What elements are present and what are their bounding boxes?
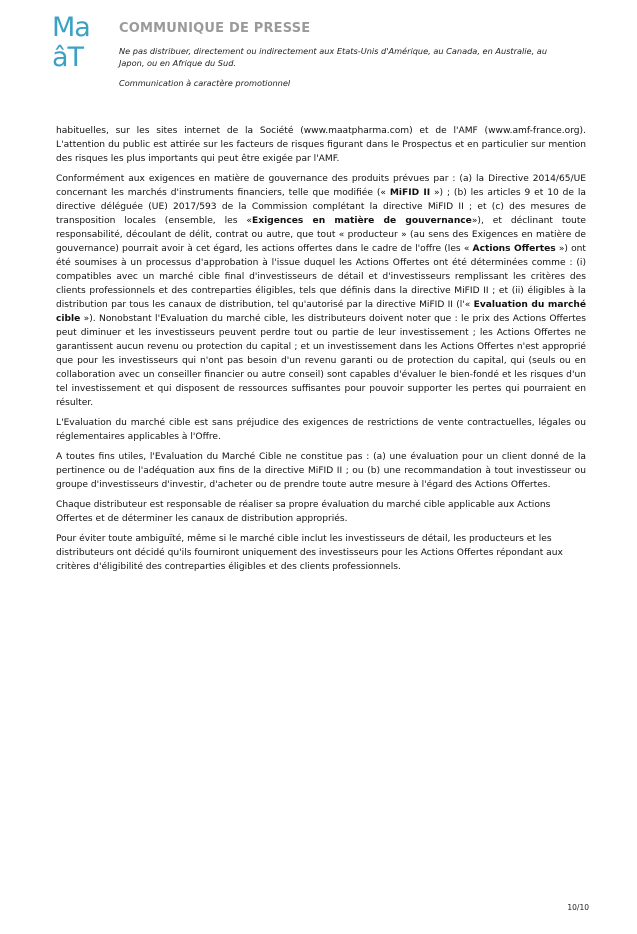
logo-text-top: Ma (52, 12, 90, 43)
maat-logo (52, 14, 106, 76)
document-body (56, 124, 586, 580)
term-governance-requirements: Exigences en matière de gouvernance (252, 216, 472, 226)
paragraph-distributor-responsibility: Chaque distributeur est responsable de réaliser sa propre évaluation du marché cible applicable aux Actions Offertes et de déterminer les canaux de distribution appropriés. (56, 500, 551, 524)
paragraph-ambiguity: Pour éviter toute ambiguïté, même si le marché cible inclut les investisseurs de détail, les producteurs et les distributeurs ont décidé qu'ils fourniront uniquement des investisseurs pour les Actions Offertes répondant aux critères d'éligibilité des contreparties éligibles et des clients professionnels. (56, 534, 563, 572)
logo-text-bottom: âT (52, 42, 84, 73)
term-mifid: MiFID II (389, 188, 431, 198)
term-target-market-assessment: Evaluation du marché cible (56, 300, 586, 324)
term-offered-shares: Actions Offertes (472, 244, 556, 254)
paragraph-not-assessment: A toutes fins utiles, l'Evaluation du Marché Cible ne constitue pas : (a) une évaluation pour un client donné de la pertinence ou de l'adéquation aux fins de la directive MiFID II ; ou (b) une recommandation à tout investisseur ou groupe d'investisseurs d'investir, d'acheter ou de prendre toute autre mesure à l'égard des Actions Offertes. (56, 452, 586, 490)
text-fragment: ») ; (b) les articles 9 et 10 de la directive déléguée (UE) 2017/593 de la Commission complétant la directive MiFID II ; et (c) des mesures de transposition locales (ensemble, les « (56, 188, 586, 226)
page-number: 10/10 (567, 903, 589, 912)
paragraph-amf-reference: habituelles, sur les sites internet de la Société (www.maatpharma.com) et de l'AMF (www.amf-france.org). L'attention du public est attirée sur les facteurs de risques figurant dans le Prospectus et en particulier sur mention des risques les plus importants qui peut être exigée par l'AMF. (56, 126, 586, 164)
paragraph-governance-requirements (56, 172, 586, 410)
text-fragment: ») ont été soumises à un processus d'approbation à l'issue duquel les Actions Offertes ont été déterminées comme : (i) compatibles avec un marché cible final d'investisseurs de détail et d'investisseurs remplissant les critères des clients professionnels et des contreparties éligibles, tels que définis dans la directive MiFID II ; et (ii) éligibles à la distribution par tous les canaux de distribution, tel qu'autorisé par la directive MiFID II (l'« (56, 244, 586, 310)
promotional-notice: Communication à caractère promotionnel (119, 78, 291, 88)
text-fragment: Conformément aux exigences en matière de gouvernance des produits prévues par : (a) la Directive 2014/65/UE concernant les marchés d'instruments financiers, telle que modifiée (« (56, 174, 586, 198)
text-fragment: »). Nonobstant l'Evaluation du marché cible, les distributeurs doivent noter que : le prix des Actions Offertes peut diminuer et les investisseurs peuvent perdre tout ou partie de leur investissement ; les Actions Offertes ne garantissent aucun revenu ou protection du capital ; et un investissement dans les Actions Offertes n'est approprié que pour les investisseurs qui n'ont pas besoin d'un revenu garanti ou de protection du capital, qui (seuls ou en collaboration avec un conseiller financier ou autre conseil) sont capables d'évaluer le bien-fondé et les risques d'un tel investissement et qui disposent de ressources suffisantes pour pouvoir supporter les pertes qui pourraient en résulter. (56, 314, 586, 408)
document-type-title: COMMUNIQUE DE PRESSE (119, 21, 311, 36)
distribution-disclaimer: Ne pas distribuer, directement ou indirectement aux Etats-Unis d'Amérique, au Canada, en Australie, au Japon, ou en Afrique du Sud. (119, 46, 548, 68)
text-fragment: »), et déclinant toute responsabilité, découlant de délit, contrat ou autre, que tout « producteur » (au sens des Exigences en matière de gouvernance) pourrait avoir à cet égard, les actions offertes dans le cadre de l'offre (les « (56, 216, 586, 254)
paragraph-selling-restrictions: L'Evaluation du marché cible est sans préjudice des exigences de restrictions de vente contractuelles, légales ou réglementaires applicables à l'Offre. (56, 418, 586, 442)
